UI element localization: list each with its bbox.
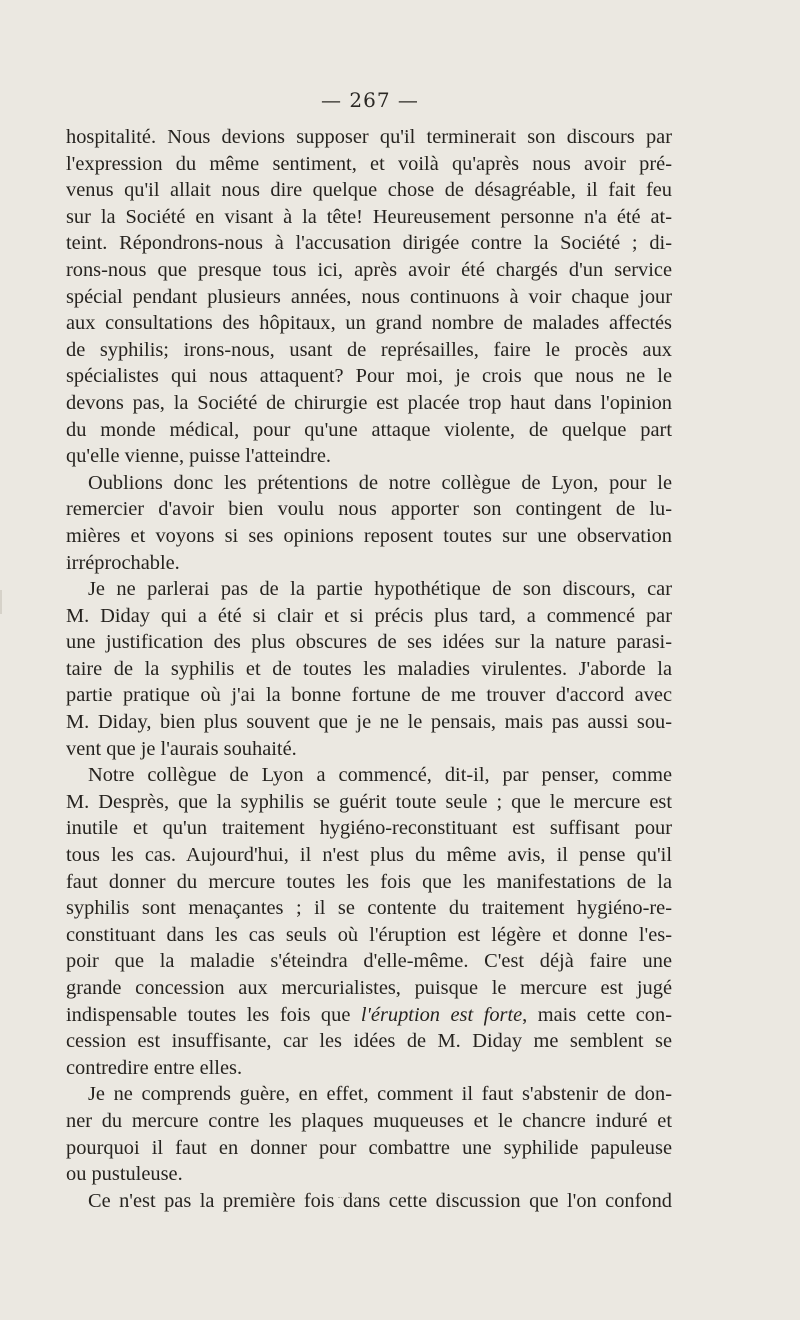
text-line: devons pas, la Société de chirurgie est placée trop haut dans l'opinion (66, 391, 672, 414)
text-line: Ce n'est pas la première fois dans cette discussion que l'on confond (88, 1189, 672, 1212)
text-line: constituant dans les cas seuls où l'éruption est légère et donne l'es- (66, 923, 672, 946)
text-line: indispensable toutes les fois que l'éruption est forte, mais cette con- (66, 1003, 672, 1026)
text-line: pourquoi il faut en donner pour combattre une syphilide papuleuse (66, 1136, 672, 1159)
text-line: M. Diday qui a été si clair et si précis plus tard, a commencé par (66, 604, 672, 627)
text-line: teint. Répondrons-nous à l'accusation dirigée contre la Société ; di- (66, 232, 672, 255)
text-line: taire de la syphilis et de toutes les maladies virulentes. J'aborde la (66, 657, 672, 680)
text-line: M. Diday, bien plus souvent que je ne le pensais, mais pas aussi sou- (66, 711, 672, 734)
text-line: l'expression du même sentiment, et voilà qu'après nous avoir pré- (66, 152, 672, 175)
body-text (66, 124, 672, 1214)
text-line: partie pratique où j'ai la bonne fortune de me trouver d'accord avec (66, 684, 672, 707)
text-line: qu'elle vienne, puisse l'atteindre. (66, 445, 331, 468)
text-line: syphilis sont menaçantes ; il se contente du traitement hygiéno-re- (66, 897, 672, 920)
text-line: aux consultations des hôpitaux, un grand nombre de malades affectés (66, 312, 672, 335)
text-line: tous les cas. Aujourd'hui, il n'est plus du même avis, il pense qu'il (66, 844, 672, 867)
text-line: poir que la maladie s'éteindra d'elle-même. C'est déjà faire une (66, 950, 672, 973)
text-line: inutile et qu'un traitement hygiéno-reconstituant est suffisant pour (66, 817, 672, 840)
italic-quote: l'éruption est forte (360, 1003, 523, 1026)
text-line: grande concession aux mercurialistes, puisque le mercure est jugé (66, 977, 672, 999)
printer-smudge (338, 1197, 372, 1199)
text-line: Notre collègue de Lyon a commencé, dit-il, par penser, comme (88, 764, 672, 787)
page-number: — 267 — (321, 88, 419, 112)
text-line: vent que je l'aurais souhaité. (66, 737, 297, 760)
text-line: Je ne parlerai pas de la partie hypothétique de son discours, car (88, 578, 672, 601)
text-line: rons-nous que presque tous ici, après avoir été chargés d'un service (66, 258, 672, 281)
text-line: faut donner du mercure toutes les fois que les manifestations de la (66, 870, 672, 893)
text-line: venus qu'il allait nous dire quelque chose de désagréable, il fait feu (66, 179, 672, 202)
text-line: spécial pendant plusieurs années, nous continuons à voir chaque jour (66, 285, 672, 308)
text-line: ner du mercure contre les plaques muqueuses et le chancre induré et (66, 1109, 672, 1132)
page-edge-mark (0, 590, 2, 614)
text-line: sur la Société en visant à la tête! Heureusement personne n'a été at- (66, 205, 672, 228)
text-line: ou pustuleuse. (66, 1163, 183, 1186)
text-line: une justification des plus obscures de ses idées sur la nature parasi- (66, 631, 672, 654)
text-line: M. Desprès, que la syphilis se guérit toute seule ; que le mercure est (66, 790, 672, 813)
text-line: Je ne comprends guère, en effet, comment il faut s'abstenir de don- (88, 1083, 672, 1106)
text-line: contredire entre elles. (66, 1056, 243, 1079)
text-line: spécialistes qui nous attaquent? Pour moi, je crois que nous ne le (66, 365, 672, 388)
text-line: du monde médical, pour qu'une attaque violente, de quelque part (66, 418, 672, 441)
text-line: de syphilis; irons-nous, usant de représailles, faire le procès aux (66, 338, 672, 361)
text-line: mières et voyons si ses opinions reposent toutes sur une observation (66, 524, 672, 547)
text-line: Oublions donc les prétentions de notre collègue de Lyon, pour le (88, 471, 672, 494)
text-line: cession est insuffisante, car les idées de M. Diday me semblent se (66, 1030, 672, 1053)
text-line: remercier d'avoir bien voulu nous apporter son contingent de lu- (66, 498, 672, 521)
text-line: hospitalité. Nous devions supposer qu'il terminerait son discours par (66, 126, 672, 148)
text-line: irréprochable. (66, 551, 180, 574)
